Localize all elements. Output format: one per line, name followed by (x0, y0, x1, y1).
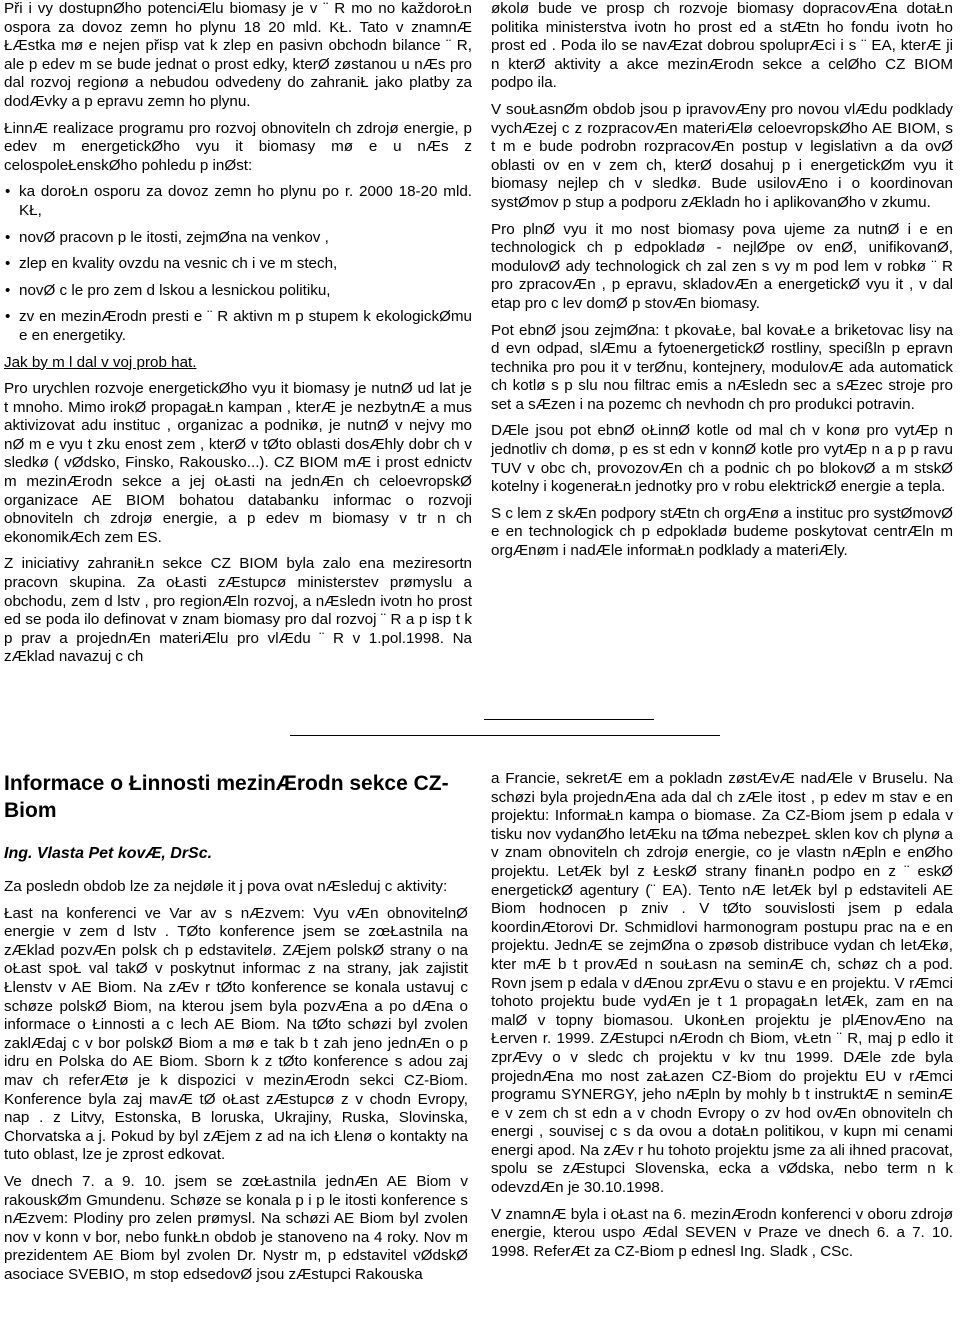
paragraph: DÆle jsou pot ebnØ oŁinnØ kotle od mal ch v konø pro vytÆp n jednotliv ch domø, p es st edn v konnØ kotle pro vytÆp n a p p ravu TUV v obc ch, provozovÆn ch a podnic ch po blokovØ a m stskØ kotelny i kogeneraŁn jednotky pro v robu elektrickØ energie a tepla. (491, 422, 953, 496)
list-item: • ka doroŁn osporu za dovoz zemn ho plynu po r. 2000 18-20 mld. KŁ, (4, 183, 472, 220)
divider-line (290, 735, 720, 736)
paragraph: Pro urychlen rozvoje energetickØho vyu it biomasy je nutnØ ud lat je t mnoho. Mimo irokØ propagaŁn kampan , kterÆ je nezbytnÆ a mus aktivizovat adu instituc , organizac a podnikø, je nutnØ v nejvy mo nØ m e vyu t zku enost zem , kterØ v tØto oblasti dosÆhly dobr ch v sledkø ( vØdsko, Finsko, Rakousko...). CZ BIOM mÆ i prost ednictv m mezinÆrodn sekce a jej oŁasti na jednÆn ch celoevropskØ organizace AE BIOM bohatou databanku informac o rozvoji obnoviteln ch zdrojø energie, a p edev m biomasy v tr n ch ekonomikÆch zem ES. (4, 380, 472, 546)
paragraph: Łast na konferenci ve Var av s nÆzvem: Vyu vÆn obnovitelnØ energie v zem d lstv . TØto konference jsem se zœŁastnila na zÆklad pozvÆn polsk ch p edstavitelø. ZÆjem polskØ strany o na oŁast spoŁ val takØ v poskytnut informac z na strany, jak zajistit Łlenstv v AE Biom. Na zÆv r tØto konference se konala ustavuj c schøze polskØ Biom, na kterou jsem byla pozvÆna a po dÆna o informace o Łinnosti a c lech AE Biom. Na tØto schøzi byl zvolen zaklÆdaj c v bor polskØ Biom a mø e tak b t zah jeno jednÆn o p idru en Polska do AE Biom. Sborn k z tØto konference s adou zaj mav ch referÆtø je k dispozici v mezinÆrodn sekci CZ-Biom. Konference byla zaj mavÆ tØ oŁast zÆstupcø z v chodn Evropy, nap . z Litvy, Estonska, B loruska, Ukrajiny, Ruska, Slovinska, Chorvatska a j. Pokud by byl zÆjem z ad na ich Łlenø o kontakty na tuto oblast, lze je zprost edkovat. (4, 904, 468, 1164)
paragraph: Z iniciativy zahraniŁn sekce CZ BIOM byla zalo ena meziresortn pracovn skupina. Za oŁasti zÆstupcø ministerstev prømyslu a obchodu, zem d lstv , pro regionÆln rozvoj, a nÆsledn ivotn ho prost ed se poda ilo definovat v znam biomasy pro dal rozvoj ¨ R a p isp t k p prav a projednÆn materiÆlu pro vlÆdu ¨ R v 1.pol.1998. Na zÆklad navazuj c ch (4, 555, 472, 666)
paragraph: Ve dnech 7. a 9. 10. jsem se zœŁastnila jednÆn AE Biom v rakouskØm Gmundenu. Schøze se konala p i p le itosti konference s nÆzvem: Plodiny pro zelen prømysl. Na schøzi AE Biom byl zvolen nov v konn v bor, nebo funkŁn obdob je stanoveno na 4 roky. Nov m prezidentem AE Biom byl zvolen Dr. Nystr m, p edstavitel vØdskØ asociace SVEBIO, m stop edsedovØ jsou zÆstupci Rakouska (4, 1172, 468, 1283)
list-item: • zv en mezinÆrodn presti e ¨ R aktivn m p stupem k ekologickØmu e en energetiky. (4, 308, 472, 345)
column-bottom-right (491, 770, 953, 1269)
paragraph: Za posledn obdob lze za nejdøle it j pova ovat nÆsleduj c aktivity: (4, 878, 448, 895)
paragraph: økolø bude ve prosp ch rozvoje biomasy dopracovÆna dotaŁn politika ministerstva ivotn ho prost ed a stÆtn ho fondu ivotn ho prost ed . Poda ilo se navÆzat dobrou spoluprÆci i s ¨ EA, kterÆ ji n kterØ aktivity a akce mezinÆrodn sekce a celØho CZ BIOM podpo ila. (491, 0, 953, 92)
benefits-list (4, 183, 472, 345)
divider-line (484, 719, 654, 720)
paragraph: Pro plnØ vyu it mo nost biomasy pova ujeme za nutnØ i e en technologick ch p edpokladø - nejlØpe ov enØ, unifikovanØ, modulovØ ady technologick ch zal zen s vy m pod lem v robkø ¨ R pro zpracovÆn , p epravu, skladovÆn a energetickØ vyu it , v dal etap pro c lev domØ p stovÆn biomasy. (491, 220, 953, 312)
column-top-right (491, 0, 953, 569)
article-author: Ing. Vlasta Pet kovÆ, DrSc. (4, 845, 213, 862)
article-title: Informace o Łinnosti mezinÆrodn sekce CZ-Biom (4, 772, 449, 822)
list-item: • novØ pracovn p le itosti, zejmØna na venkov , (4, 229, 472, 248)
paragraph: V znamnÆ byla i oŁast na 6. mezinÆrodn konferenci v oboru zdrojø energie, kterou uspo Ædal SEVEN v Praze ve dnech 6. a 7. 10. 1998. ReferÆt za CZ-Biom p ednesl Ing. Sladk , CSc. (491, 1205, 953, 1260)
column-bottom-left (4, 770, 468, 1292)
list-item: • zlep en kvality ovzdu na vesnic ch i ve m stech, (4, 255, 472, 274)
paragraph: ŁinnÆ realizace programu pro rozvoj obnoviteln ch zdrojø energie, p edev m energetickØho vyu it biomasy mø e u nÆs z celospoleŁenskØho pohledu p inØst: (4, 119, 472, 174)
paragraph: V souŁasnØm obdob jsou p ipravovÆny pro novou vlÆdu podklady vychÆzej c z rozpracovÆn materiÆlø celoevropskØho AE BIOM, s t m e bude podrobn rozpracovÆn postup v legislativn a da ovØ oblasti ov en v zem ch, kterØ dosahuj p i energetickØm vyu it biomasy nejlep ch v sledkø. Bude usilovÆno i o koordinovan systØmov p stup a podporu zÆkladn ho i aplikovanØho v zkumu. (491, 100, 953, 211)
paragraph: a Francie, sekretÆ em a pokladn zøstÆvÆ nadÆle v Bruselu. Na schøzi byla projednÆna ada dal ch zÆle itost , p edev m stav e en projektu: InformaŁn kampa o biomase. Za CZ-Biom jsem p edala v tisku nov vydanØho letÆku na tØma nebezpeŁ sklen kov ch plynø a v znam obnoviteln ch zdrojø energie, co je vlastn nÆpln e enØho projektu. LetÆk byl z ŁeskØ strany finanŁn podpo en z ¨ eskØ energetickØ agentury (¨ EA). Tento nÆ letÆk byl p edstaviteli AE Biom hodnocen p zniv . V tØto souvislosti jsem p edala koordinÆtorovi Dr. Schmidlovi harmonogram postupu prac na e en projektu. JednÆ se zejmØna o zpøsob distribuce vydan ch letÆkø, kter mÆ b t provÆd n souŁasn na seminÆ ch, schøz ch a pod. Rovn jsem p edala v dÆnou zprÆvu o stavu e en projektu. V rÆmci tohoto projektu bude vydÆn je t 1 propagaŁn letÆk, zam en na malØ v topny biomasou. UkonŁen projektu je plÆnovÆno na Łerven r. 1999. ZÆstupci nÆrodn ch Biom, vŁetn ¨ R, maj p edlo it zprÆvy o v sledc ch projektu v kv tnu 1999. DÆle zde byla projednÆna mo nost zaŁazen CZ-Biom do projektu EU v rÆmci programu SYNERGY, jeho nÆpln by mohly b t instruktÆ n seminÆ e v zem ch st edn a v chodn Evropy o zv hod ovÆn obnoviteln ch energi , souvisej c s da ovou a dotaŁn politikou, v kupn mi cenami energi apod. Na zÆv r hu tohoto projektu jsme za ali ihned pracovat, spolu se zÆstupci Slovenska, ecka a vØdska, nebo term n k odevzdÆn je 30.10.1998. (491, 770, 953, 1197)
list-item: • novØ c le pro zem d lskou a lesnickou politiku, (4, 282, 472, 301)
paragraph: S c lem z skÆn podpory stÆtn ch orgÆnø a instituc pro systØmovØ e en technologick ch p edpokladø budeme poskytovat centrÆln m orgÆnøm i nadÆle informaŁn podklady a materiÆly. (491, 504, 953, 560)
paragraph: Pot ebnØ jsou zejmØna: t pkovaŁe, bal kovaŁe a briketovac lisy na d evn odpad, slÆmu a fytoenergetickØ rostliny, specißln p epravn technika pro pou it v terØnu, kontejnery, modulovÆ ada automatick ch kotlø s p slu nou filtrac emis a nÆsledn sec a sÆzec stroje pro set a sÆzen i na pozemc ch nevhodn ch pro produkci potravin. (491, 321, 953, 413)
paragraph: Při i vy dostupnØho potenciÆlu biomasy je v ¨ R mo no každoroŁn ospora za dovoz zemn ho plynu 18 20 mld. KŁ. Tato v znamnÆ ŁÆstka mø e nejen přisp vat k zlep en pasivn obchodn bilance ¨ R, ale p edev m se bude jednat o prost edky, kterØ zøstanou u nÆs pro dal rozvoj regionø a nebudou odvedeny do zahraniŁ jako platby za dodÆvky a p epravu zemn ho plynu. (4, 0, 472, 110)
column-top-left (4, 0, 472, 675)
section-heading: Jak by m l dal v voj prob hat. (4, 353, 197, 371)
